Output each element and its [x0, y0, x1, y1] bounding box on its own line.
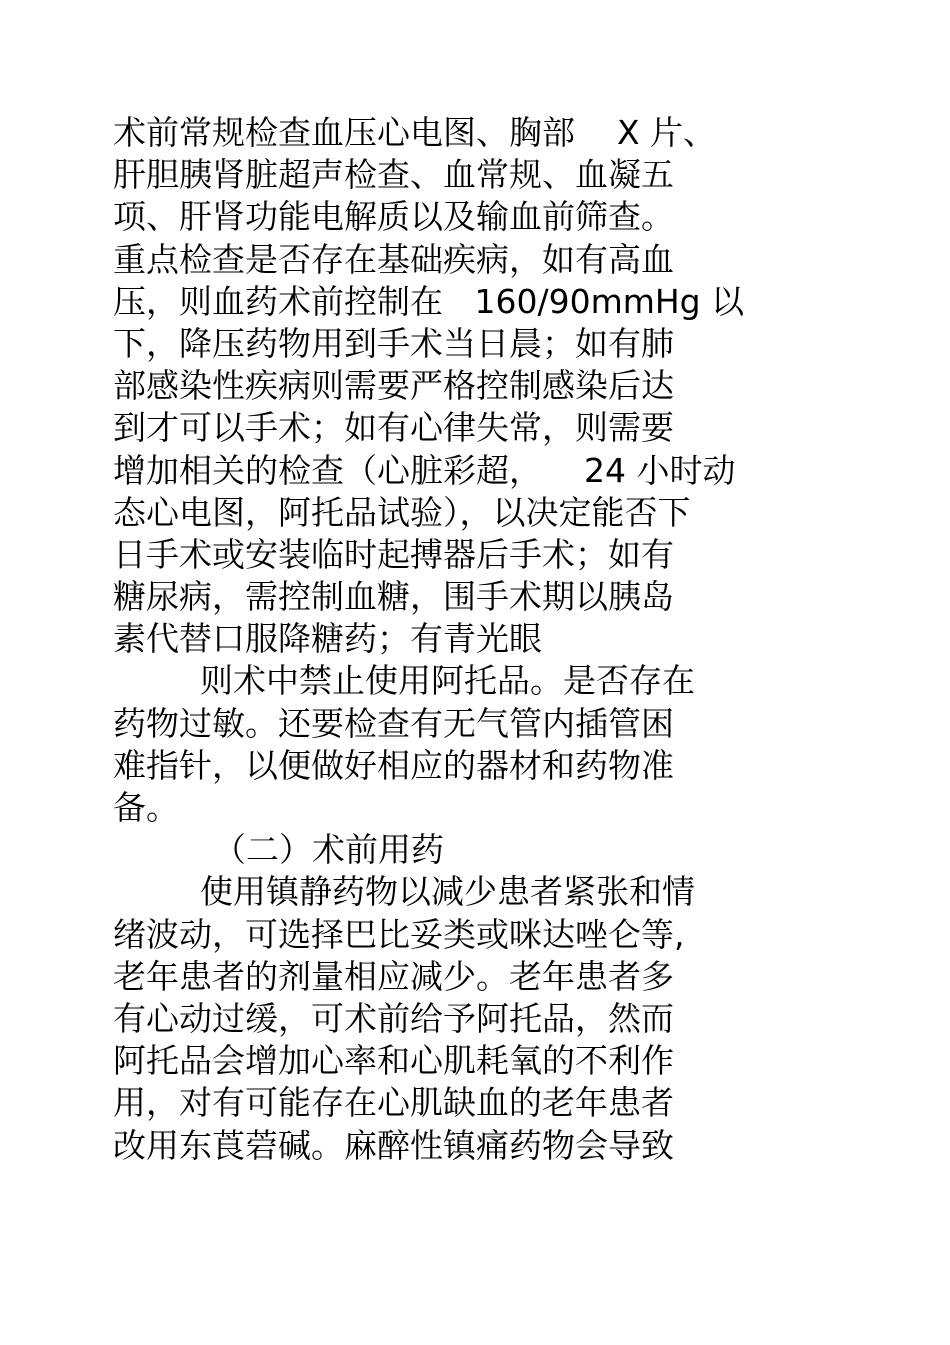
text-line: 日手术或安装临时起搏器后手术；如有 — [113, 534, 674, 574]
text-line: 阿托品会增加心率和心肌耗氧的不利作 — [113, 1041, 674, 1081]
text-line: 项、肝肾功能电解质以及输血前筛查。 — [113, 197, 674, 237]
text-line: 备。 — [113, 788, 179, 827]
text-line: 部感染性疾病则需要严格控制感染后达 — [113, 366, 674, 406]
text-line: 糖尿病，需控制血糖，围手术期以胰岛 — [113, 577, 674, 617]
text-line: 改用东莨菪碱。麻醉性镇痛药物会导致 — [113, 1125, 674, 1165]
text-line: 到才可以手术；如有心律失常，则需要 — [113, 408, 674, 448]
text-line: 重点检查是否存在基础疾病，如有高血 — [113, 239, 674, 279]
text-line: 术前常规检查血压心电图、胸部 X 片、 — [113, 113, 717, 152]
section-heading: （二）术前用药 — [213, 830, 444, 870]
text-line: 增加相关的检查（心脏彩超， 24 小时动 — [113, 450, 736, 490]
text-line: 压，则血药术前控制在 160/90mmHg 以 — [113, 281, 745, 321]
text-line: 用，对有可能存在心肌缺血的老年患者 — [113, 1083, 674, 1123]
text-line: 态心电图，阿托品试验），以决定能否下 — [113, 492, 691, 532]
text-line: 素代替口服降糖药；有青光眼 — [113, 619, 542, 659]
text-line: 有心动过缓，可术前给予阿托品，然而 — [113, 998, 674, 1038]
text-line: 药物过敏。还要检查有无气管内插管困 — [113, 703, 674, 743]
text-line: 肝胆胰肾脏超声检查、血常规、血凝五 — [113, 155, 674, 195]
document-body — [113, 112, 833, 1167]
text-line: 老年患者的剂量相应减少。老年患者多 — [113, 956, 674, 996]
text-line: 使用镇静药物以减少患者紧张和情 — [200, 872, 695, 912]
text-line: 绪波动，可选择巴比妥类或咪达唑仑等, — [113, 914, 685, 954]
text-line: 下，降压药物用到手术当日晨；如有肺 — [113, 323, 674, 363]
text-line: 难指针，以便做好相应的器材和药物准 — [113, 745, 674, 785]
text-line: 则术中禁止使用阿托品。是否存在 — [200, 661, 695, 701]
